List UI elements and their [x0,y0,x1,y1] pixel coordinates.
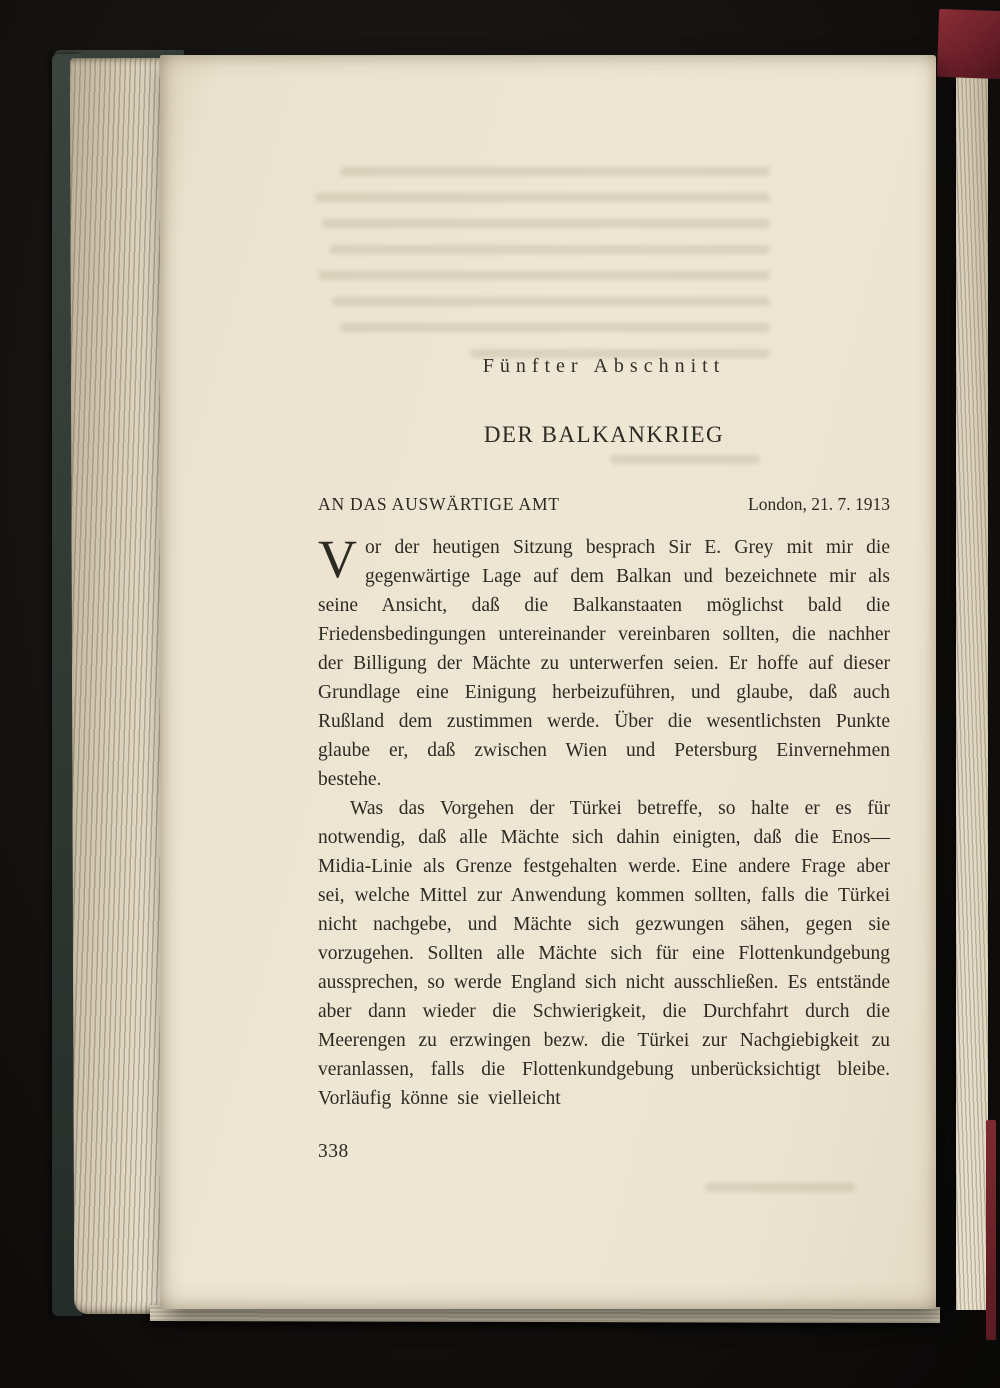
chapter-title: DER BALKANKRIEG [483,422,725,447]
paragraph [318,529,890,794]
spine-red-corner [937,9,1000,79]
paragraph: Was das Vorgehen der Türkei betreffe, so halte er es für notwendig, daß alle Mächte sich dahin einigten, daß die Enos—Midia-Linie als Grenze festgehalten werde. Eine andere Frage aber sei, welche Mittel zur Anwendung kommen sollten, falls die Türkei nicht nachgebe, und Mächte sich gezwungen sähen, gegen sie vorzugehen. Sollten alle Mächte sich für eine Flottenkundgebung aussprechen, so werde England sich nicht ausschließen. Es entstände aber dann wieder die Schwierigkeit, die Durchfahrt durch die Meerengen zu erzwingen bezw. die Türkei zur Nachgiebigkeit zu veranlassen, falls die Flottenkundgebung unberücksichtigt bleibe. Vorläufig könne sie vielleicht [318,798,890,1109]
dateline-place-date: London, 21. 7. 1913 [748,494,890,514]
spine-red-strip [986,1120,996,1340]
dateline-recipient: AN DAS AUSWÄRTIGE AMT [318,494,560,514]
body-text [318,529,890,1113]
page-edges-right-stack [956,72,988,1310]
page-edges-left-stack [70,58,170,1314]
paragraph-text: or der heutigen Sitzung besprach Sir E. Grey mit mir die gegenwärtige Lage auf dem Balkan und bezeichnete mir als seine Ansicht, daß die Balkanstaaten möglichst bald die Friedensbedingungen untereinander vereinbaren sollten, die nachher der Billigung der Mächte zu unterwerfen seien. Er hoffe auf dieser Grundlage eine Einigung herbeizuführen, und glaube, daß auch Rußland dem zustimmen werde. Über die wesentlichsten Punkte glaube er, daß zwischen Wien und Petersburg Einvernehmen bestehe. [318,537,890,790]
dateline [318,494,890,515]
page-content [160,55,936,1309]
section-heading: Fünfter Abschnitt [482,355,726,377]
book-page [160,55,936,1309]
page-number: 338 [318,1141,349,1162]
drop-cap: V [318,529,357,589]
